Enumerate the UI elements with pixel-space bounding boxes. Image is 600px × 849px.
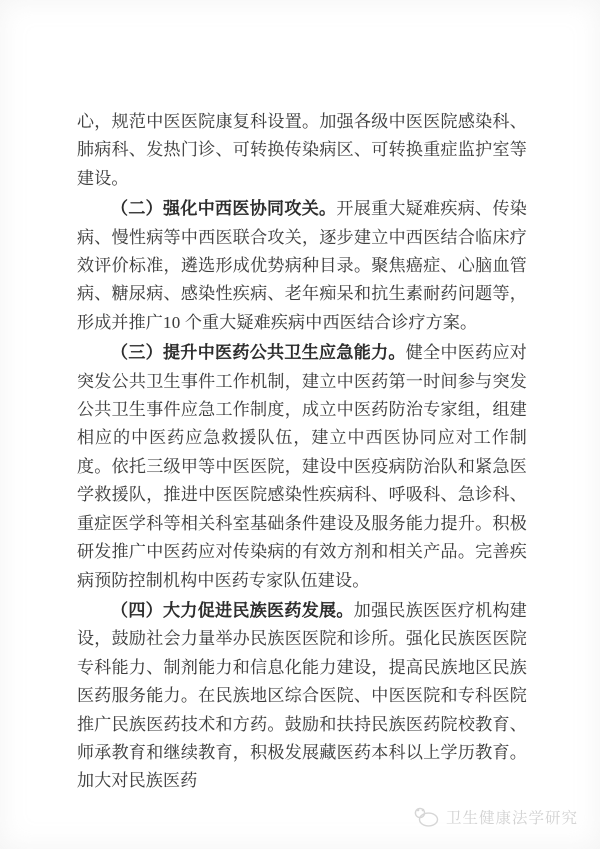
paragraph-head: （四）大力促进民族医药发展。 — [111, 600, 354, 620]
paragraph-text: 心，规范中医医院康复科设置。加强各级中医医院感染科、肺病科、发热门诊、可转换传染病区、可转换重症监护室等建设。 — [77, 112, 527, 188]
paragraph-text: 加强民族医医疗机构建设，鼓励社会力量举办民族医医院和诊所。强化民族医医院专科能力、制剂能力和信息化能力建设，提高民族地区民族医药服务能力。在民族地区综合医院、中医医院和专科医院推广民族医药技术和方药。鼓励和扶持民族医药院校教育、师承教育和继续教育，积极发展藏医药本科以上学历教育。加大对民族医药 — [77, 600, 527, 791]
watermark — [413, 806, 578, 828]
paragraph-head: （二）强化中西医协同攻关。 — [111, 199, 337, 219]
paragraph-text: 开展重大疑难疾病、传染病、慢性病等中西医联合攻关，逐步建立中西医结合临床疗效评价标准，遴选形成优势病种目录。聚焦癌症、心脑血管病、糖尿病、感染性疾病、老年痴呆和抗生素耐药问题等，形成并推广10 个重大疑难疾病中西医结合诊疗方案。 — [77, 199, 527, 332]
document-body — [77, 108, 527, 796]
paragraph — [77, 339, 527, 595]
paragraph — [77, 195, 527, 337]
watermark-logo-icon — [413, 806, 440, 828]
paragraph — [77, 597, 527, 796]
paragraph-head: （三）提升中医药公共卫生应急能力。 — [111, 343, 406, 363]
paragraph-text: 健全中医药应对突发公共卫生事件工作机制，建立中医药第一时间参与突发公共卫生事件应急工作制度，成立中医药防治专家组，组建相应的中医药应急救援队伍，建立中西医协同应对工作制度。依托三级甲等中医医院，建设中医疫病防治队和紧急医学救援队，推进中医医院感染性疾病科、呼吸科、急诊科、重症医学科等相关科室基础条件建设及服务能力提升。积极研发推广中医药应对传染病的有效方剂和相关产品。完善疾病预防控制机构中医药专家队伍建设。 — [77, 343, 527, 590]
watermark-label: 卫生健康法学研究 — [445, 810, 578, 827]
paragraph — [77, 108, 527, 193]
